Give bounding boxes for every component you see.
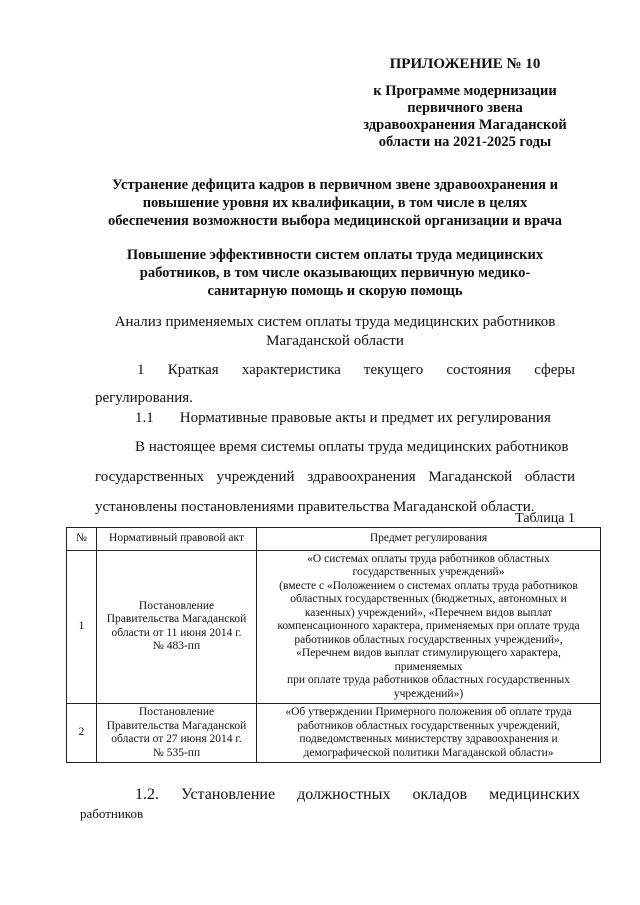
header-subject: Предмет регулирования <box>257 528 601 551</box>
subject-line: работников областных государственных учреждений, <box>297 719 560 732</box>
subject-line: применяемых <box>394 660 463 673</box>
section-word: сферы <box>534 362 575 378</box>
section-1-2-continuation: работников <box>80 806 144 821</box>
subject-line: учреждений») <box>393 687 464 700</box>
act-line: Постановление <box>138 599 215 612</box>
section-word: Краткая <box>167 362 219 378</box>
act-line: Правительства Магаданской <box>106 719 247 732</box>
annex-line: к Программе модернизации <box>373 83 557 99</box>
section-1-heading <box>95 356 575 412</box>
acts-table <box>66 527 601 763</box>
section-1-continuation: регулирования. <box>95 390 193 406</box>
subject-line: «Перечнем видов выплат стимулирующего характера, <box>296 647 561 659</box>
subject-line: (вместе с «Положением о системах оплаты труда работников <box>279 579 578 592</box>
annex-line: области на 2021-2025 годы <box>378 134 552 150</box>
subject-line: демографической политики Магаданской области» <box>303 746 554 759</box>
main-heading <box>80 176 590 230</box>
act-line: Правительства Магаданской <box>106 613 247 626</box>
section-word: характеристика <box>241 362 341 378</box>
table-row <box>67 550 601 704</box>
heading-line: Повышение эффективности систем оплаты труда медицинских <box>126 247 544 263</box>
section-number: 1.1 <box>135 410 154 426</box>
section-word: 1.2. <box>135 786 159 803</box>
act-line: области от 11 июня 2014 г. <box>111 626 242 639</box>
heading-line: обеспечения возможности выбора медицинской организации и врача <box>107 213 563 229</box>
paragraph-line: государственных учреждений здравоохранения Магаданской области <box>95 469 575 485</box>
row-act <box>97 704 257 763</box>
section-title: Нормативные правовые акты и предмет их регулирования <box>179 410 551 426</box>
subject-line: компенсационного характера, применяемых при оплате труда <box>277 620 580 632</box>
header-number: № <box>67 528 97 551</box>
subject-line: «Об утверждении Примерного положения об оплате труда <box>285 706 572 718</box>
annex-block <box>350 56 580 151</box>
body-paragraph <box>95 432 575 522</box>
section-word: медицинских <box>489 786 580 803</box>
section-word: состояния <box>446 362 512 378</box>
act-line: области от 27 июня 2014 г. <box>111 733 242 745</box>
section-1-2-line <box>80 785 580 804</box>
paragraph-line: В настоящее время системы оплаты труда медицинских работников <box>135 439 569 455</box>
annex-line: здравоохранения Магаданской <box>363 117 567 133</box>
table-row <box>67 704 601 763</box>
header-act: Нормативный правовой акт <box>97 528 257 551</box>
row-subject <box>257 704 601 763</box>
section-word: должностных <box>297 786 391 803</box>
section-1-2-heading <box>80 785 580 823</box>
paragraph-line: установлены постановлениями правительства Магаданской области. <box>95 499 535 515</box>
analysis-line: Анализ применяемых систем оплаты труда медицинских работников <box>114 314 556 330</box>
analysis-line: Магаданской области <box>266 333 404 349</box>
section-word: Установление <box>181 786 276 803</box>
subject-line: при оплате труда работников областных государственных <box>286 674 571 686</box>
row-number: 1 <box>67 550 97 704</box>
heading-line: работников, в том числе оказывающих первичную медико- <box>139 265 531 281</box>
table-caption: Таблица 1 <box>515 511 575 526</box>
analysis-title <box>95 313 575 351</box>
row-act <box>97 550 257 704</box>
heading-line: повышение уровня их квалификации, в том числе в целях <box>142 195 528 211</box>
heading-line: Устранение дефицита кадров в первичном звене здравоохранения и <box>111 177 559 193</box>
subject-line: казенных) учреждений», «Перечнем видов выплат <box>304 606 553 619</box>
act-line: № 535-пп <box>152 746 201 759</box>
subject-line: подведомственных министерству здравоохранения и <box>299 733 558 745</box>
heading-line: санитарную помощь и скорую помощь <box>207 283 463 299</box>
annex-number: ПРИЛОЖЕНИЕ № 10 <box>389 56 541 72</box>
act-line: Постановление <box>138 706 215 718</box>
act-line: № 483-пп <box>152 640 201 653</box>
section-word: 1 <box>137 362 145 378</box>
row-number: 2 <box>67 704 97 763</box>
annex-line: первичного звена <box>407 100 523 116</box>
section-word: текущего <box>363 362 424 378</box>
subject-line: государственных учреждений» <box>352 566 505 578</box>
table-header-row <box>67 528 601 551</box>
subject-line: областных государственных (бюджетных, автономных и <box>290 593 567 605</box>
row-subject <box>257 550 601 704</box>
section-1-line <box>95 356 575 384</box>
subject-line: «О системах оплаты труда работников областных <box>307 552 550 565</box>
subject-line: работников областных государственных учреждений», <box>294 633 563 646</box>
sub-heading <box>110 246 560 300</box>
section-word: окладов <box>412 786 468 803</box>
section-1-1-heading <box>135 409 575 428</box>
